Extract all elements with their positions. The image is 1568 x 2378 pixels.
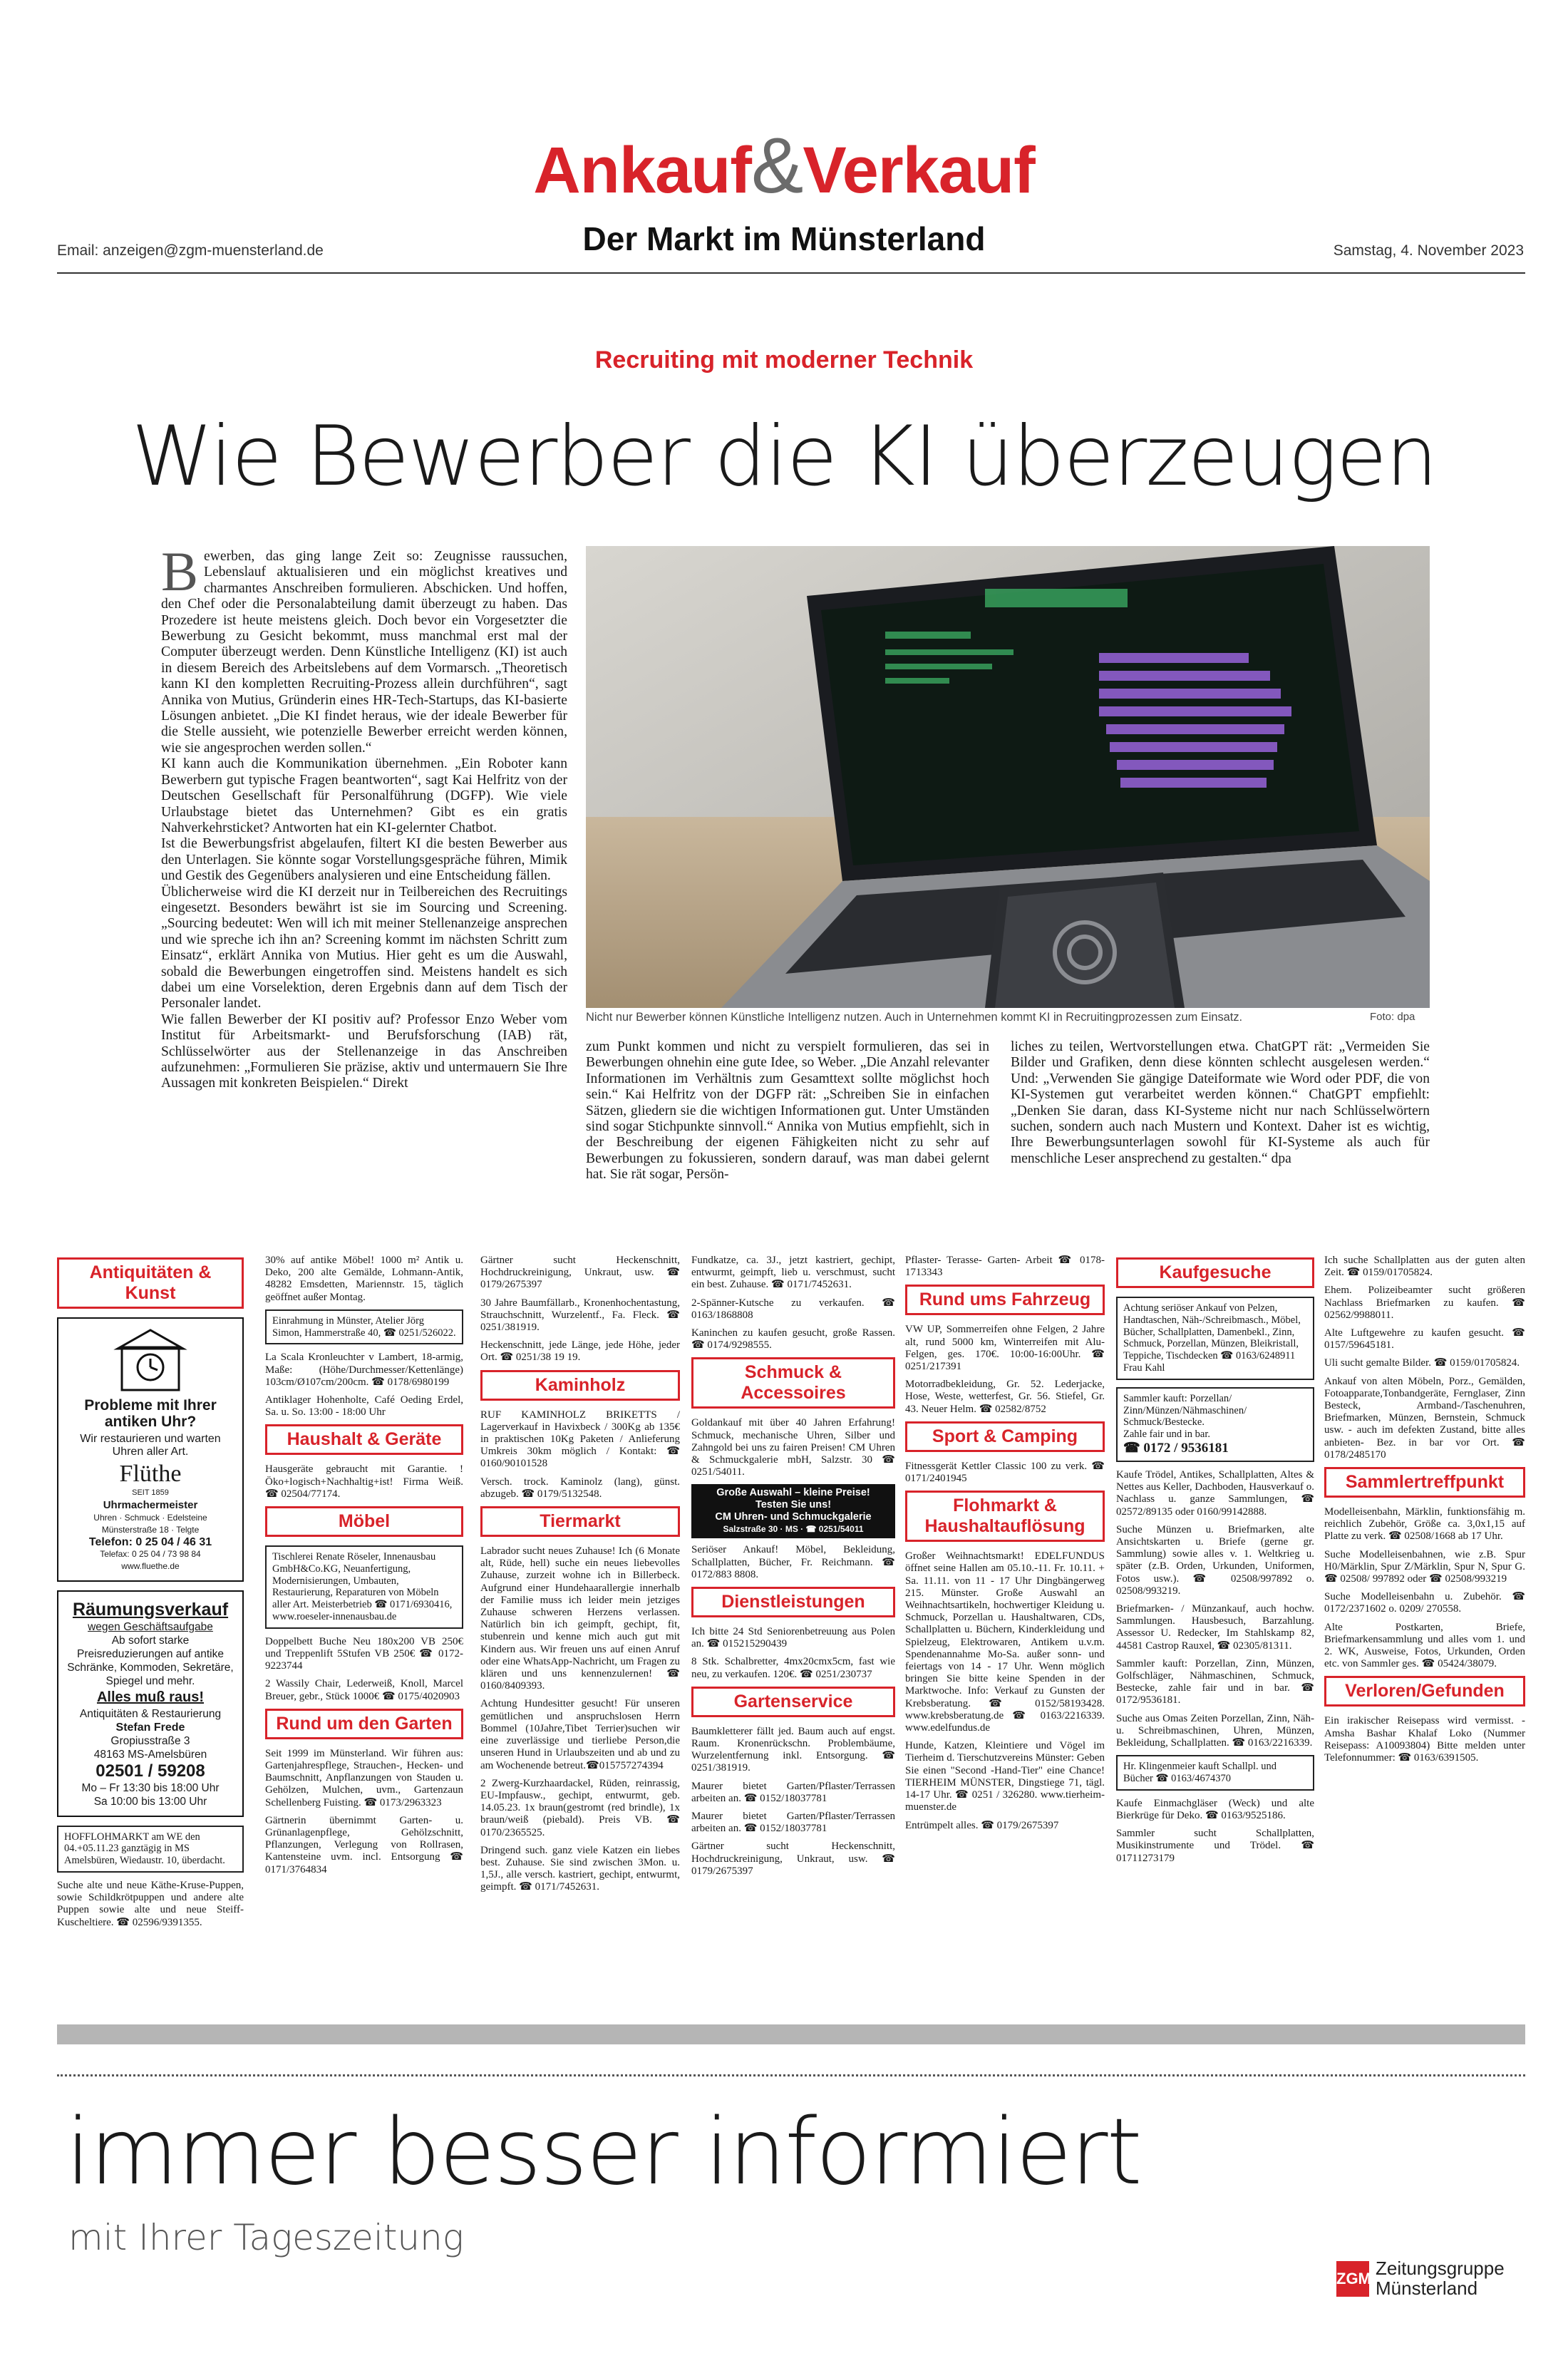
- classified-box-ankauf: Achtung seriöser Ankauf von Pelzen, Handtaschen, Näh-/Schreibmasch., Möbel, Bücher, Schallplatten, Damenbekl., Zinn, Schmuck, Porzellan, Münzen, Bleikristall, Teppiche, Tischdecken ☎ 0163/6248911 Frau Kahl: [1116, 1297, 1314, 1380]
- classified-entry: Suche alte und neue Käthe-Kruse-Puppen, sowie Schildkrötpuppen und andere alte Puppen sowie alte und neue Steiff-Kuscheltiere. ☎ 02596/9391355.: [57, 1880, 244, 1928]
- classified-box-tischlerei: Tischlerei Renate Röseler, Innenausbau GmbH&Co.KG, Neuanfertigung, Modernisierungen, Umbauten, Restaurierung, Reparaturen von Möbeln aller Art. Meisterbetrieb ☎ 0171/6930416, www.roeseler-innenausbau.de: [265, 1545, 463, 1629]
- ad-line: CM Uhren- und Schmuckgalerie: [715, 1511, 872, 1523]
- ad-phone: 02501 / 59208: [96, 1761, 205, 1781]
- section-header-tiermarkt: Tiermarkt: [480, 1506, 680, 1537]
- section-header-gartenservice: Gartenservice: [691, 1687, 895, 1717]
- ad-line: wegen Geschäftsaufgabe: [88, 1620, 213, 1633]
- classified-entry: Suche Modelleisenbahn u. Zubehör. ☎ 0172/2371602 o. 0209/ 270558.: [1324, 1591, 1525, 1615]
- classified-entry: Seit 1999 im Münsterland. Wir führen aus: Gartenjahrespflege, Strauchen-, Hecken- und Baumschnitt, Anpflanzungen von Stauden u. Gehölzen, Mulchen, uvm., Gartenzaun Schellenberg Fuisting. ☎ 0173/2963323: [265, 1747, 463, 1808]
- article-column-2: zum Punkt kommen und nicht zu verspielt formulieren, das sei in Bewerbungen ohnehin eine gute Idee, so Weber. „Die Anzahl relevanter Informationen im Verhältnis zum Gesamttext sollte möglichst hoch sein.“ Kai Helfritz von der DGFP rät: „Schreiben Sie in einfachen Sätzen, gliedern sie die wichtigen Informationen gut. Unter Umständen sind sogar Stichpunkte sinnvoll.“ Annika von Mutius empfiehlt, sich in der Beschreibung der eigenen Fähigkeiten nicht zu sehr auf Bewerbungen zu fokussieren, sondern darauf, was man dabei gelernt hat. Sie rät sogar, Persön-: [586, 1039, 989, 1183]
- box-line: Zahle fair und in bar.: [1123, 1429, 1210, 1441]
- classified-entry: Labrador sucht neues Zuhause! Ich (6 Monate alt, Rüde, hell) suche ein neues liebevolles Zuhause, zurzeit wohne ich in Billerbeck. Aufgrund einer Hundehaarallergie innerhalb der Familie muss ich leider mein jetziges Zuhause schweren Herzens verlassen. Natürlich bin ich geimpft, gechipt, fit, stubenrein und kenne mich auch gut mit Kindern aus. Wir freuen uns auf einen Anruf oder eine WhatsApp-Nachricht, um Fragen zu klären und uns kennenzulernen! ☎ 0160/8409393.: [480, 1545, 680, 1692]
- section-header-antiquitaeten: Antiquitäten & Kunst: [57, 1257, 244, 1309]
- classified-entry: Entrümpelt alles. ☎ 0179/2675397: [905, 1819, 1059, 1831]
- ad-line: Salzstraße 30 · MS · ☎ 0251/54011: [723, 1524, 864, 1535]
- section-header-dienstleistungen: Dienstleistungen: [691, 1587, 895, 1617]
- article-paragraph: Ist die Bewerbungsfrist abgelaufen, filtert KI die besten Bewerber aus den Unterlagen. Sie könnte sogar Vorstellungsgespräche führen, Mimik und Gestik des Gegenübers analysieren und eine Entscheidung fällen.: [161, 836, 567, 884]
- ad-line: Mo – Fr 13:30 bis 18:00 Uhr: [81, 1781, 220, 1794]
- classifieds-column-6: [1116, 1255, 1314, 1870]
- classified-entry: Hausgeräte gebraucht mit Garantie. !Öko+logisch+Nachhaltig+ist! Firma Weiß. ☎ 02504/77174.: [265, 1463, 463, 1500]
- classified-entry: Baumkletterer fällt jed. Baum auch auf engst. Raum. Kronenrückschn. Problembäume, Wurzelentfernung inkl. Entsorgung. ☎ 0251/381919.: [691, 1725, 895, 1774]
- classified-entry: Heckenschnitt, jede Länge, jede Höhe, jeder Ort. ☎ 0251/38 19 19.: [480, 1339, 680, 1364]
- section-header-moebel: Möbel: [265, 1506, 463, 1537]
- classified-entry: Fundkatze, ca. 3J., jetzt kastriert, gechipt, entwurmt, geimpft, lieb u. verschmust, sucht ein best. Zuhause. ☎ 0171/7452631.: [691, 1255, 895, 1291]
- laptop-photo-illustration: [586, 546, 1430, 1008]
- ad-fluethe: [57, 1317, 244, 1582]
- box-phone: ☎ 0172 / 9536181: [1123, 1440, 1229, 1456]
- classified-entry: Gärtner sucht Heckenschnitt, Hochdruckreinigung, Unkraut, usw. ☎ 0179/2675397: [691, 1841, 895, 1877]
- classified-entry: Versch. trock. Kaminolz (lang), günst. abzugeb. ☎ 0179/5132548.: [480, 1476, 680, 1500]
- ad-line: Testen Sie uns!: [755, 1499, 832, 1511]
- ad-line: 48163 MS-Amelsbüren: [93, 1748, 207, 1761]
- classified-box-einrahmung: Einrahmung in Münster, Atelier Jörg Simon, Hammerstraße 40, ☎ 0251/526022.: [265, 1309, 463, 1345]
- ad-line: Ab sofort starke: [111, 1634, 190, 1647]
- article-paragraph: Wie fallen Bewerber der KI positiv auf? Professor Enzo Weber vom Institut für Arbeitsmarkt- und Berufsforschung (IAB) rät, Schlüsselwörter aus der Stellenanzeige in das Anschreiben aufzunehmen: „Formulieren Sie präzise, aktiv und untermauern Sie Ihre Aussagen mit konkreten Beispielen.“ Direkt: [161, 1012, 567, 1091]
- classified-entry: Großer Weihnachtsmarkt! EDELFUNDUS öffnet seine Hallen am 05.10.-11. Fr. 10.11. + Sa. 11.11. von 11 - 17 Uhr Dingbängerweg 215. Münster. Große Auswahl an Weihnachtsartikeln, hochwertiger Kleidung u. Schmuck, Porzellan u. Haushaltwaren, CDs, Schallplatten u. Büchern, Kinderkleidung und Spielzeug, Elektrowaren, Antikem u.v.m. Spendenannahme Mo-Sa. außer sonn- und feiertags von 14 - 17 Uhr. Wenn möglich bringen Sie bitte keine Spenden in der Marktwoche. Info: Verkauf zu Gunsten der Krebsberatung. ☎ 0152/58193428. www.krebsberatung.de ☎ 0163/2216339. www.edelfundus.de: [905, 1550, 1105, 1734]
- classified-entry: Ankauf von alten Möbeln, Porz., Gemälden, Fotoapparate,Tonbandgeräte, Fernglaser, Zinn Besteck, Armband-/Taschenuhren, Briefmarken, Münzen, Bernstein, Schmuck usw. - auch im defekten Zustand, bitte alles anbieten- Bez. in bar vor Ort. ☎ 0178/2485170: [1324, 1375, 1525, 1461]
- masthead-date: Samstag, 4. November 2023: [1333, 242, 1524, 259]
- section-header-schmuck: Schmuck & Accessoires: [691, 1357, 895, 1409]
- classified-entry: Suche Modelleisenbahnen, wie z.B. Spur H0/Märklin, Spur Z/Märklin, Spur N, Spur G. ☎ 02508/ 997892 oder ☎ 02508/993219: [1324, 1548, 1525, 1585]
- section-header-garten: Rund um den Garten: [265, 1709, 463, 1739]
- classified-entry: Alte Postkarten, Briefe, Briefmarkensammlung und alles vom 1. und 2. WK, Ausweise, Fotos, Urkunden, Orden etc. von Sammler ges. ☎ 05424/38079.: [1324, 1621, 1525, 1670]
- ad-cm-schmuckgalerie: [691, 1484, 895, 1538]
- classifieds-column-3: [480, 1255, 680, 1900]
- classified-entry: Ein irakischer Reisepass wird vermisst. -Amsha Bashar Khalaf Loko (Nummer Reisepass: A10093804) Bitte melden unter Telefonnummer: ☎ 0163/6391505.: [1324, 1715, 1525, 1764]
- section-header-haushalt: Haushalt & Geräte: [265, 1424, 463, 1455]
- ad-fax: Telefax: 0 25 04 / 73 98 84: [100, 1549, 201, 1560]
- classified-box-sammler: [1116, 1387, 1314, 1462]
- masthead-subtitle: Der Markt im Münsterland: [582, 220, 986, 257]
- ad-text: Wir restaurieren und warten Uhren aller Art.: [80, 1433, 221, 1458]
- classified-box-klingenmeier: Hr. Klingenmeier kauft Schallpl. und Bücher ☎ 0163/4674370: [1116, 1755, 1314, 1791]
- section-header-verloren: Verloren/Gefunden: [1324, 1676, 1525, 1707]
- section-header-flohmarkt: Flohmarkt & Haushaltauflösung: [905, 1491, 1105, 1542]
- classified-entry: 30% auf antike Möbel! 1000 m² Antik u. Deko, 200 alte Gemälde, Lohmann-Antik, 48282 Emsdetten, Mariennstr. 15, täglich geöffnet außer Montag.: [265, 1255, 463, 1303]
- section-header-kaufgesuche: Kaufgesuche: [1116, 1257, 1314, 1288]
- section-header-kaminholz: Kaminholz: [480, 1370, 680, 1401]
- classified-entry: Alte Luftgewehre zu kaufen gesucht. ☎ 0157/59645181.: [1324, 1327, 1525, 1352]
- classified-entry: La Scala Kronleuchter v Lambert, 18-armig, Maße: (Höhe/Durchmesser/Kettenlänge) 103cm/Ø107cm/200cm. ☎ 0178/6980199: [265, 1352, 463, 1388]
- classified-entry: 2 Wassily Chair, Lederweiß, Knoll, Marcel Breuer, gebr., Stück 1000€ ☎ 0175/4020903: [265, 1678, 463, 1702]
- ad-services: Uhren · Schmuck · Edelsteine: [93, 1512, 207, 1523]
- classified-entry: Gärtnerin übernimmt Garten- u. Grünanlagenpflege, Gehölzschnitt, Pflanzungen, Verlegung von Rollrasen, Kantensteine uvm. incl. Entsorgung ☎ 0171/3764834: [265, 1814, 463, 1875]
- clock-icon: [108, 1326, 193, 1394]
- classified-entry: Antiklager Hohenholte, Café Oeding Erdel, Sa. u. So. 13:00 - 18:00 Uhr: [265, 1394, 463, 1419]
- classified-entry: RUF KAMINHOLZ BRIKETTS / Lagerverkauf in Havixbeck / 300Kg ab 135€ in praktischen 10Kg Paketen / Anlieferung Umkreis 30km möglich / Kontakt: ☎ 0160/90101528: [480, 1409, 680, 1470]
- section-header-fahrzeug: Rund ums Fahrzeug: [905, 1285, 1105, 1315]
- dropcap: B: [161, 540, 199, 602]
- ad-address: Münsterstraße 18 · Telgte: [101, 1524, 200, 1535]
- classified-entry: Motorradbekleidung, Gr. 52. Lederjacke, Hose, Weste, wetterfest, Gr. 56. Stiefel, Gr. 43. Neuer Helm. ☎ 02582/8752: [905, 1379, 1105, 1415]
- article-kicker: Recruiting mit moderner Technik: [594, 346, 974, 374]
- classified-entry: Pflaster- Terasse- Garten- Arbeit ☎ 0178-1713343: [905, 1255, 1105, 1279]
- ad-line: Sa 10:00 bis 13:00 Uhr: [93, 1795, 207, 1808]
- classified-entry: Ehem. Polizeibeamter sucht größeren Nachlass Briefmarken zu kaufen. ☎ 02562/9988011.: [1324, 1285, 1525, 1321]
- classified-entry: Gärtner sucht Heckenschnitt, Hochdruckreinigung, Unkraut, usw. ☎ 0179/2675397: [480, 1255, 680, 1291]
- article-paragraph: Üblicherweise wird die KI derzeit nur in Teilbereichen des Recruitings eingesetzt. Besonders bewährt ist sie im Sourcing und Screening. „Sourcing bedeutet: Wen will ich mit meiner Stellenanzeige ansprechen und wie spreche ich ihn an? Screening kommt im nächsten Schritt zum Einsatz“, erklärt Annika von Mutius. Hier geht es um die Auswahl, sobald die Bewerbungen eingetroffen sind. Meistens handelt es sich dabei um eine Vorselektion, deren Ergebnis dann auf dem Tisch der Personaler landet.: [161, 884, 567, 1012]
- classified-entry: Kaufe Einmachgläser (Weck) und alte Bierkrüge für Deko. ☎ 0163/9525186.: [1116, 1797, 1314, 1822]
- ad-line: Alles muß raus!: [96, 1689, 205, 1705]
- section-header-sammlertreffpunkt: Sammlertreffpunkt: [1324, 1467, 1525, 1498]
- ad-brand-name: Flüthe: [119, 1461, 182, 1488]
- zgm-logo-text: [1376, 2258, 1505, 2298]
- footer-gray-bar: [57, 2024, 1525, 2044]
- classified-entry: Seriöser Ankauf! Möbel, Bekleidung, Schallplatten, Bücher, Fr. Reichmann. ☎ 0172/883 8808.: [691, 1544, 895, 1580]
- classified-entry: 2 Zwerg-Kurzhaardackel, Rüden, reinrassig, EU-Impfausw., gechipt, entwurmt, geb. 14.05.23. 1x braun(gestromt (red brindle), 1x braun/weiß (piebald). Preis VB. ☎ 0170/2365525.: [480, 1777, 680, 1838]
- ad-headline: Räumungsverkauf: [72, 1599, 229, 1620]
- classified-entry: Dringend such. ganz viele Katzen ein liebes best. Zuhause. Sie sind zwischen 3Mon. u. 1,5J., alle versch. kastriert, gechipt, entwurmt, geimpft. ☎ 0171/7452631.: [480, 1844, 680, 1893]
- classified-entry: 8 Stk. Schalbretter, 4mx20cmx5cm, fast wie neu, zu verkaufen. 120€. ☎ 0251/230737: [691, 1656, 895, 1680]
- zgm-logo-icon: ZGM: [1336, 2261, 1369, 2297]
- classified-entry: VW UP, Sommerreifen ohne Felgen, 2 Jahre alt, rund 5000 km, Winterreifen mit Alu-Felgen, ges. 170€. 10:00-16:00Uhr. ☎ 0251/217391: [905, 1324, 1105, 1373]
- classified-entry: Suche Münzen u. Briefmarken, alte Ansichtskarten u. Briefe (gerne gr. Sammlung) sowie alles v. 1. Weltkrieg u. später (z.B. Orden, Urkunden, Uniformen, Fotos usw.). ☎ 02508/997892 o. 02508/993219.: [1116, 1523, 1314, 1597]
- classified-entry: Kaufe Trödel, Antikes, Schallplatten, Altes & Nettes aus Keller, Dachboden, Hausverkauf o. Nachlass u. ganze Sammlungen, ☎ 02572/89135 oder 0160/99142888.: [1116, 1468, 1314, 1518]
- classifieds-column-2: [265, 1255, 463, 1882]
- classified-entry: Doppelbett Buche Neu 180x200 VB 250€ und Treppenlift 5Stufen VB 250€ ☎ 0172-9223744: [265, 1635, 463, 1672]
- classified-entry: Ich bitte 24 Std Seniorenbetreuung aus Polen an. ☎ 015215290439: [691, 1626, 895, 1650]
- classifieds-column-5: [905, 1255, 1105, 1838]
- classified-entry: Sammler kauft: Porzellan, Zinn, Münzen, Golfschläger, Nähmaschinen, Schmuck, Bestecke, zahle fair und in bar. ☎ 0172/9536181.: [1116, 1657, 1314, 1707]
- masthead-divider: [57, 272, 1525, 274]
- classified-entry: Uli sucht gemalte Bilder. ☎ 0159/01705824.: [1324, 1357, 1520, 1369]
- classified-entry: Hunde, Katzen, Kleintiere und Vögel im Tierheim d. Tierschutzvereins Münster: Geben Sie einen "Second -Hand-Tier" eine Chance! TIERHEIM MÜNSTER, Dingstiege 71, tägl. 14-17 Uhr. ☎ 0251 / 326280. www.tierheim-muenster.de: [905, 1740, 1105, 1813]
- ad-web: www.fluethe.de: [121, 1561, 180, 1572]
- ad-line: Stefan Frede: [115, 1721, 185, 1734]
- classified-entry: Suche aus Omas Zeiten Porzellan, Zinn, Näh- u. Schreibmaschinen, Uhren, Münzen, Bekleidung, Schallplatten. ☎ 0163/2216339.: [1116, 1712, 1314, 1749]
- classified-entry: Fitnessgerät Kettler Classic 100 zu verk. ☎ 0171/2401945: [905, 1460, 1105, 1485]
- ad-line: Preisreduzierungen auf antike Schränke, Kommoden, Sekretäre, Spiegel und mehr.: [67, 1647, 234, 1687]
- article-lead-paragraph: [161, 540, 567, 756]
- ad-headline: Probleme mit Ihrer antiken Uhr?: [84, 1397, 217, 1431]
- classified-entry: Ich suche Schallplatten aus der guten alten Zeit. ☎ 0159/01705824.: [1324, 1255, 1525, 1279]
- article-column-3: liches zu teilen, Wertvorstellungen etwa. ChatGPT rät: „Vermeiden Sie Bilder und Grafiken, denn diese könnten schlecht ausgelesen werden.“ Und: „Verwenden Sie gängige Dateiformate wie Word oder PDF, die von KI-Systemen gut verarbeitet werden können.“ ChatGPT empfiehlt: „Denken Sie daran, dass KI-Systeme nicht nur nach Schlüsselwörtern suchen, sondern auch nach Mustern und Kontext. Daher ist es wichtig, Ihre Bewerbungsunterlagen sowohl für KI-Systeme als auch für menschliche Leser ansprechend zu gestalten.“ dpa: [1011, 1039, 1430, 1166]
- classified-entry: Briefmarken- / Münzankauf, auch hochw. Sammlungen. Hausbesuch, Barzahlung. Assessor U. Redecker, Im Stahlskamp 82, 44581 Castrop Rauxel, ☎ 02305/81311.: [1116, 1603, 1314, 1652]
- classified-hofflohmarkt: HOFFLOHMARKT am WE den 04.+05.11.23 ganztägig in MS Amelsbüren, Wiedaustr. 10, überdacht.: [57, 1826, 244, 1873]
- footer-slogan: immer besser informiert: [66, 2099, 1141, 2205]
- footer-slogan-sub: mit Ihrer Tageszeitung: [68, 2217, 464, 2258]
- article-photo-laptop: [586, 546, 1430, 1008]
- masthead-email: Email: anzeigen@zgm-muensterland.de: [57, 242, 324, 259]
- ad-since: SEIT 1859: [132, 1488, 169, 1498]
- ad-line: Große Auswahl – kleine Preise!: [716, 1487, 870, 1499]
- footer-dotted-divider: [57, 2074, 1525, 2076]
- photo-credit: Foto: dpa: [1370, 1011, 1415, 1023]
- ad-trade: Uhrmachermeister: [103, 1499, 198, 1512]
- lead-text: ewerben, das ging lange Zeit so: Zeugnisse raussuchen, Lebenslauf aktualisieren und ein möglichst kreatives und charmantes Anschreiben formulieren. Abschicken. Und hoffen, den Chef oder die Personalabteilung damit überzeugt zu haben. Das Prozedere ist heute meistens gleich. Doch bevor ein Vorgesetzter die Bewerbung zu Gesicht bekommt, muss manchmal erst mal der Computer überzeugt werden. Denn Künstliche Intelligenz (KI) ist auch in diesem Bereich des Arbeitslebens auf dem Vormarsch. „Theoretisch kann KI den kompletten Recruiting-Prozess allein durchführen“, sagt Annika von Mutius, Gründerin eines HR-Tech-Startups, das KI-basierte Lösungen anbietet. „Die KI findet heraus, wie der ideale Bewerber für die Stelle aussieht, wie potenzielle Bewerber erreicht werden können, wie sie angesprochen werden sollen.“: [161, 549, 567, 756]
- article-column-1: [161, 540, 567, 1092]
- classified-entry: Achtung Hundesitter gesucht! Für unseren gemütlichen und anspruchslosen Herrn Bommel (10Jahre,Tibet Terrier)suchen wir eine zuverlässige und tierliebe Person,die unseren Hund in Urlaubszeiten und ab und zu am Wochenende betreut.☎015757274394: [480, 1698, 680, 1771]
- section-header-sport: Sport & Camping: [905, 1421, 1105, 1452]
- classified-entry: Modelleisenbahn, Märklin, funktionsfähig m. reichlich Zubehör, Größe ca. 3,0x1,15 auf Platte zu verk. ☎ 02508/1668 ab 17 Uhr.: [1324, 1506, 1525, 1543]
- classifieds-column-4: [691, 1255, 895, 1883]
- classified-entry: Sammler sucht Schallplatten, Musikinstrumente und Trödel. ☎ 01711273179: [1116, 1828, 1314, 1864]
- classified-entry: 2-Spänner-Kutsche zu verkaufen. ☎ 0163/1868808: [691, 1297, 895, 1321]
- title-ankauf: Ankauf: [533, 134, 751, 207]
- classified-entry: Maurer bietet Garten/Pflaster/Terrassen arbeiten an. ☎ 0152/18037781: [691, 1811, 895, 1835]
- box-line: Sammler kauft: Porzellan/ Zinn/Münzen/Nähmaschinen/ Schmuck/Bestecke.: [1123, 1392, 1247, 1429]
- ad-line: Gropiusstraße 3: [110, 1734, 190, 1747]
- classified-entry: Maurer bietet Garten/Pflaster/Terrassen arbeiten an. ☎ 0152/18037781: [691, 1780, 895, 1804]
- zgm-line: Zeitungsgruppe: [1376, 2258, 1505, 2279]
- ad-phone: Telefon: 0 25 04 / 46 31: [88, 1536, 212, 1549]
- title-ampersand: &: [751, 122, 803, 210]
- ad-line: Antiquitäten & Restaurierung: [79, 1707, 222, 1720]
- classifieds-column-7: [1324, 1255, 1525, 1770]
- ad-raeumungsverkauf: [57, 1590, 244, 1817]
- zgm-line: Münsterland: [1376, 2277, 1478, 2299]
- article-headline: Wie Bewerber die KI überzeugen: [131, 408, 1437, 505]
- photo-caption: Nicht nur Bewerber können Künstliche Intelligenz nutzen. Auch in Unternehmen kommt KI in Recruitingprozessen zum Einsatz.: [586, 1011, 1243, 1024]
- classified-entry: 30 Jahre Baumfällarb., Kronenhochentastung, Strauchschnitt, Wurzelentf., Fa. Fleck. ☎ 0251/381919.: [480, 1297, 680, 1334]
- classified-entry: Kaninchen zu kaufen gesucht, große Rassen. ☎ 0174/9298555.: [691, 1327, 895, 1352]
- classifieds-column-1: [57, 1255, 244, 1935]
- article-paragraph: KI kann auch die Kommunikation übernehmen. „Ein Roboter kann Bewerbern gut typische Fragen beantworten“, sagt Kai Helfritz von der Deutschen Gesellschaft für Personalführung (DGFP). Wie viele Urlaubstage bietet das Unternehmen? Gibt es ein gratis Nahverkehrsticket? Antworten hat ein KI-gelernter Chatbot.: [161, 756, 567, 835]
- classified-entry: Goldankauf mit über 40 Jahren Erfahrung! Schmuck, mechanische Uhren, Silber und Zahngold bei uns zu fairen Preisen! CM Uhren & Schmuckgalerie mbH, Salzstr. 30 ☎ 0251/54011.: [691, 1417, 895, 1478]
- masthead-title: [0, 122, 1568, 210]
- title-verkauf: Verkauf: [803, 134, 1035, 207]
